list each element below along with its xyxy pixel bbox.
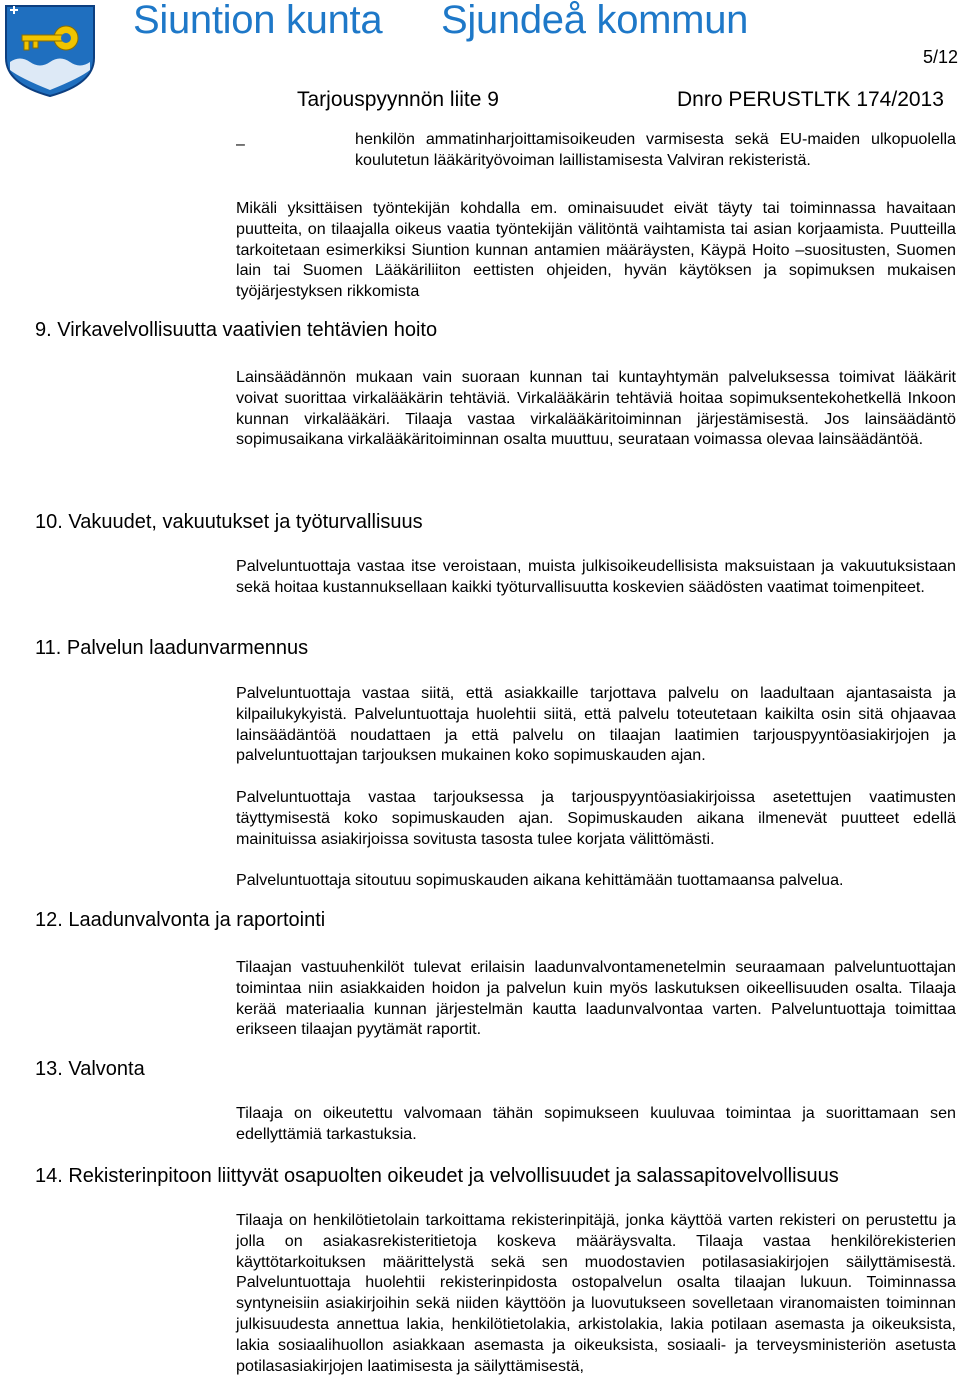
- section-11-paragraph-1: Palveluntuottaja vastaa siitä, että asiakkaille tarjottava palvelu on laadultaan ajantasaista ja kilpailukykyistä. Palveluntuottaja huolehtii siitä, että palvelu toteutetaan kaikilta osin sitä ohjaavaa lainsäädäntöä noudattaen ja että palvelu on tilaajan laatimien tarjouspyyntöasiakirjojen ja palveluntuottajan tarjouksen mukainen koko sopimuskauden ajan.: [236, 684, 956, 765]
- paragraph: Mikäli yksittäisen työntekijän kohdalla em. ominaisuudet eivät täyty tai toiminnassa havaitaan puutteita, on tilaajalla oikeus vaatia työntekijän välitöntä vaihtamista tai asian korjaamista. Puutteilla tarkoitetaan esimerkiksi Siuntion kunnan antamien määräysten, Käypä Hoito –suositusten, Suomen lain tai Suomen Lääkäriliiton eettisten ohjeiden, hyvän käytöksen ja sopimuksen mukaisen työjärjestyksen rikkomista: [236, 199, 956, 301]
- section-heading-13: 13. Valvonta: [35, 1058, 145, 1080]
- section-12-paragraph: Tilaajan vastuuhenkilöt tulevat erilaisin laadunvalvontamenetelmin seuraamaan palveluntuottajan toimintaa niin asiakkaiden hoidon ja palvelun kuin myös laskutuksen oikeellisuuden osalta. Tilaaja kerää materiaalia kunnan järjestelmän kautta laadunvalvontaa varten. Palveluntuottaja toimittaa erikseen tilaajan pyytämät raportit.: [236, 958, 956, 1039]
- municipality-name-swedish: Sjundeå kommun: [441, 0, 749, 42]
- section-heading-12: 12. Laadunvalvonta ja raportointi: [35, 909, 326, 931]
- section-9-paragraph: Lainsäädännön mukaan vain suoraan kunnan tai kuntayhtymän palveluksessa toimivat lääkärit voivat suorittaa virkalääkärin tehtäviä. Virkalääkärin tehtäviä hoitaa sopimuksentekohetkellä Inkoon kunnan virkalääkäri. Tilaaja vastaa virkalääkäritoiminnan järjestämisestä. Jos lainsäädäntö sopimusaikana virkalääkäritoiminnan osalta muuttuu, seurataan voimassa olevaa lainsäädäntöä.: [236, 368, 956, 449]
- page-number: 5/12: [922, 47, 958, 67]
- section-heading-11: 11. Palvelun laadunvarmennus: [35, 637, 309, 659]
- bullet-dash: –: [236, 136, 245, 153]
- section-heading-9: 9. Virkavelvollisuutta vaativien tehtävien hoito: [35, 319, 438, 341]
- section-10-paragraph: Palveluntuottaja vastaa itse veroistaan, muista julkisoikeudellisista maksuistaan ja vakuutuksistaan sekä hoitaa kustannuksellaan kaikki työturvallisuutta koskevien säädösten vaatimat toimenpiteet.: [236, 557, 956, 596]
- section-11-paragraph-3: Palveluntuottaja sitoutuu sopimuskauden aikana kehittämään tuottamaansa palvelua.: [236, 871, 844, 889]
- municipal-crest-logo: [0, 0, 120, 98]
- section-11-paragraph-2: Palveluntuottaja vastaa tarjouksessa ja tarjouspyyntöasiakirjoissa asetettujen vaatimusten täyttymisestä koko sopimuskauden ajan. Sopimuskauden aikana ilmenevät puutteet edellä mainituissa asiakirjoissa sovitusta tasosta tulee korjata välittömästi.: [236, 788, 956, 848]
- section-heading-14: 14. Rekisterinpitoon liittyvät osapuolten oikeudet ja velvollisuudet ja salassapitovelvollisuus: [35, 1165, 839, 1187]
- bullet-text: henkilön ammatinharjoittamisoikeuden varmisesta sekä EU-maiden ulkopuolella koulutetun lääkärityövoiman laillistamisesta Valviran rekisteristä.: [355, 130, 956, 169]
- section-heading-10: 10. Vakuudet, vakuutukset ja työturvallisuus: [35, 511, 423, 533]
- section-14-paragraph: Tilaaja on henkilötietolain tarkoittama rekisterinpitäjä, jonka käyttöä varten rekisteri on perustettu ja jolla on asiakasrekisteritietoja koskeva määräysvalta. Tilaaja vastaa henkilörekisterien käyttötarkoituksen määrittelystä sekä sen muodostavien potilasasiakirjojen säilyttämisestä. Palveluntuottaja huolehtii rekisterinpidosta ostopalvelun osalta tilaajan lukuun. Toiminnassa syntyneisiin asiakirjoihin sekä niiden käyttöön ja luovutukseen sovelletaan viranomaisten toiminnan julkisuudesta annettua lakia, henkilötietolakia, arkistolakia, lakia potilaan asemasta ja oikeuksista, lakia sosiaalihuollon asiakkaan asemasta ja oikeuksista, sosiaali- ja terveysministeriön asetusta potilasasiakirjojen laatimisesta ja säilyttämisestä,: [236, 1211, 956, 1375]
- document-reference: Dnro PERUSTLTK 174/2013: [677, 88, 944, 111]
- section-13-paragraph: Tilaaja on oikeutettu valvomaan tähän sopimukseen kuuluvaa toimintaa ja suorittamaan sen edellyttämiä tarkastuksia.: [236, 1104, 956, 1143]
- attachment-label: Tarjouspyynnön liite 9: [297, 88, 499, 111]
- municipality-name-finnish: Siuntion kunta: [133, 0, 383, 42]
